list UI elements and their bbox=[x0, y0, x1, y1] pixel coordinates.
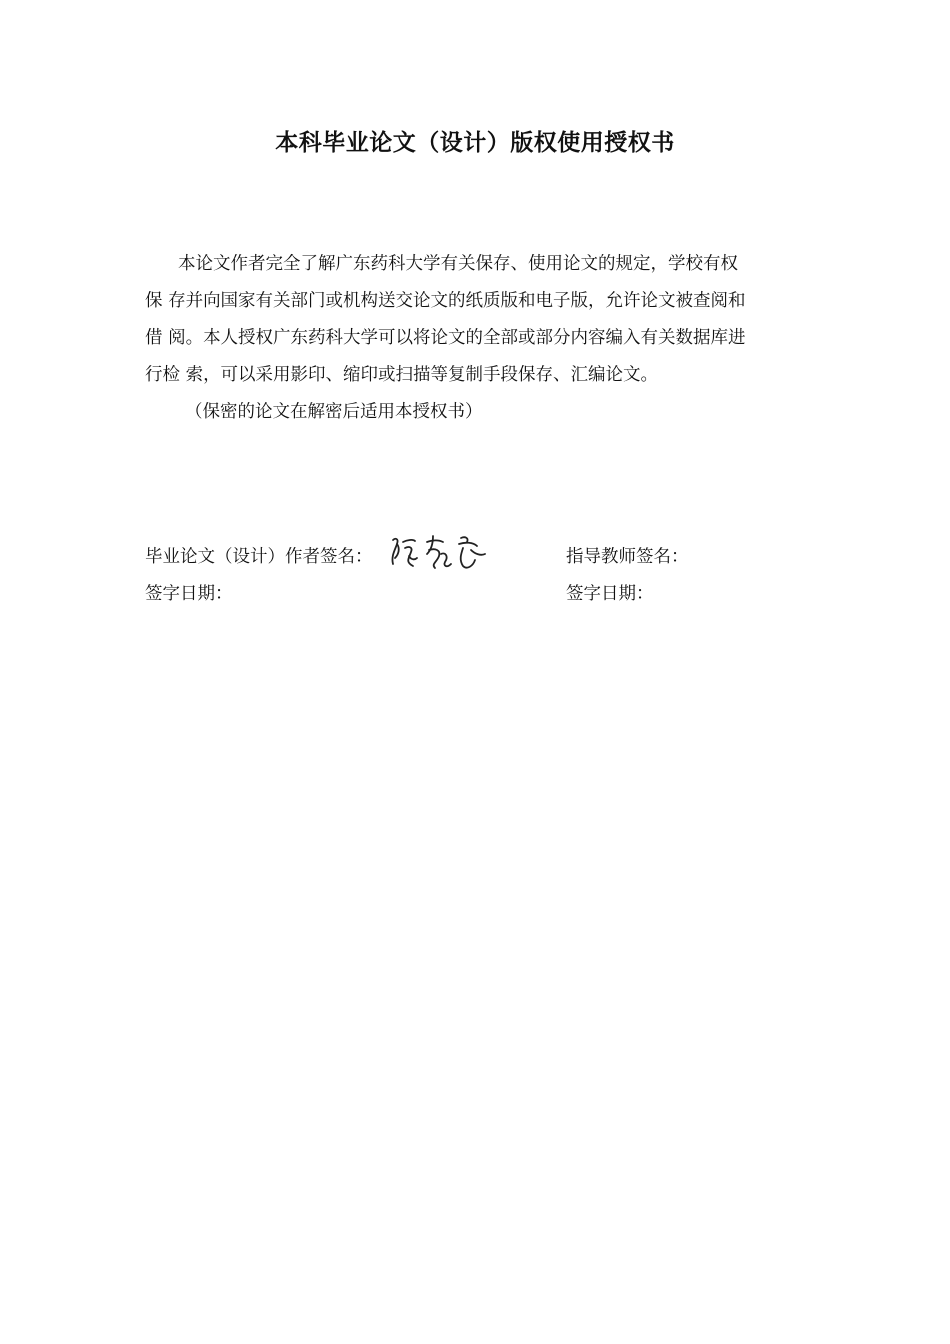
paragraph-line: 本论文作者完全了解广东药科大学有关保存、使用论文的规定，学校有权 bbox=[178, 254, 738, 274]
confidentiality-note bbox=[145, 394, 809, 431]
author-signature-label: 毕业论文（设计）作者签名： bbox=[145, 547, 373, 567]
author-date-label: 签字日期： bbox=[145, 584, 233, 604]
authorization-paragraph bbox=[145, 246, 809, 394]
note-text: （保密的论文在解密后适用本授权书） bbox=[185, 402, 483, 422]
paragraph-line: 保 存并向国家有关部门或机构送交论文的纸质版和电子版，允许论文被查阅和 bbox=[145, 291, 746, 311]
document-title: 本科毕业论文（设计）版权使用授权书 bbox=[275, 130, 675, 156]
teacher-signature-label: 指导教师签名： bbox=[566, 547, 689, 567]
paragraph-line: 借 阅。本人授权广东药科大学可以将论文的全部或部分内容编入有关数据库进 bbox=[145, 328, 746, 348]
teacher-date-label: 签字日期： bbox=[566, 584, 654, 604]
handwritten-signature bbox=[385, 530, 495, 575]
paragraph-line: 行检 索，可以采用影印、缩印或扫描等复制手段保存、汇编论文。 bbox=[145, 365, 659, 385]
